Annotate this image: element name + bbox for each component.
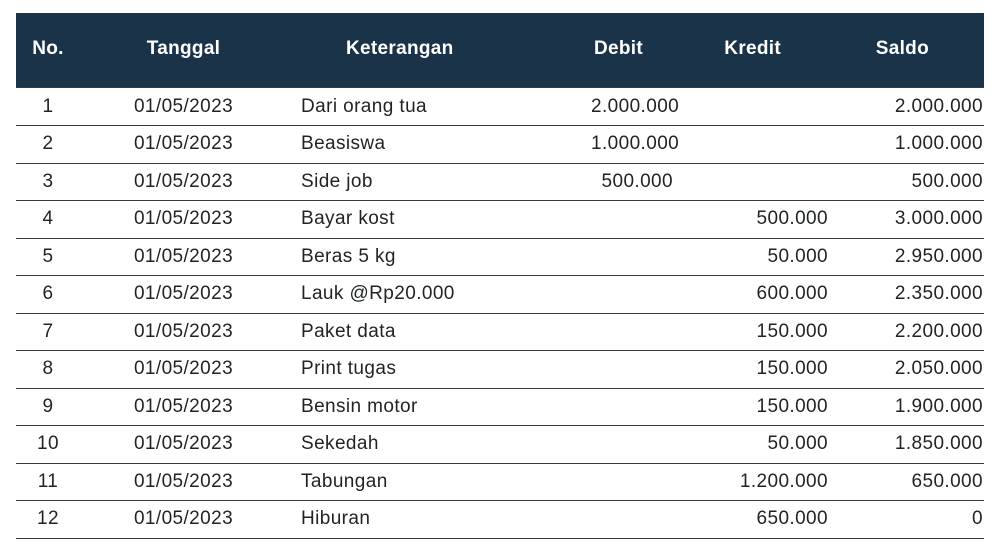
cell-saldo: 3.000.000	[894, 208, 983, 230]
table-row	[16, 501, 984, 539]
cell-saldo: 2.000.000	[894, 95, 983, 117]
cell-keterangan: Beras 5 kg	[301, 245, 396, 267]
header-no: No.	[32, 37, 64, 59]
table-header	[16, 13, 984, 87]
cell-keterangan: Beasiswa	[301, 133, 386, 155]
cell-kredit: 50.000	[767, 433, 828, 455]
cell-tanggal: 01/05/2023	[133, 320, 234, 342]
cell-keterangan: Print tugas	[301, 358, 397, 380]
cell-tanggal: 01/05/2023	[133, 470, 234, 492]
cell-debit: 2.000.000	[591, 95, 680, 117]
cell-no: 5	[42, 245, 54, 267]
cell-saldo: 2.350.000	[894, 283, 983, 305]
cell-keterangan: Tabungan	[301, 470, 388, 492]
cell-tanggal: 01/05/2023	[133, 95, 234, 117]
cell-keterangan: Paket data	[301, 320, 396, 342]
cell-no: 4	[42, 208, 54, 230]
cell-tanggal: 01/05/2023	[133, 245, 234, 267]
cell-tanggal: 01/05/2023	[133, 358, 234, 380]
cell-kredit: 1.200.000	[739, 470, 828, 492]
cell-kredit: 600.000	[756, 283, 828, 305]
cell-tanggal: 01/05/2023	[133, 208, 234, 230]
cell-no: 3	[42, 170, 54, 192]
cell-tanggal: 01/05/2023	[133, 508, 234, 530]
cell-tanggal: 01/05/2023	[133, 283, 234, 305]
table-row	[16, 164, 984, 202]
table-row	[16, 126, 984, 164]
cell-kredit: 150.000	[756, 320, 828, 342]
table-row	[16, 88, 984, 126]
cell-saldo: 2.950.000	[894, 245, 983, 267]
cell-no: 8	[42, 358, 54, 380]
ledger-table	[16, 13, 984, 539]
cell-saldo: 0	[972, 508, 983, 530]
cell-saldo: 2.050.000	[894, 358, 983, 380]
header-saldo: Saldo	[875, 37, 929, 59]
table-row	[16, 239, 984, 277]
table-body	[16, 87, 984, 539]
table-row	[16, 201, 984, 239]
cell-kredit: 50.000	[767, 245, 828, 267]
cell-no: 9	[42, 395, 54, 417]
header-debit: Debit	[594, 37, 643, 59]
cell-saldo: 1.000.000	[894, 133, 983, 155]
table-row	[16, 314, 984, 352]
cell-saldo: 500.000	[911, 170, 983, 192]
cell-tanggal: 01/05/2023	[133, 395, 234, 417]
cell-keterangan: Bensin motor	[301, 395, 418, 417]
cell-tanggal: 01/05/2023	[133, 170, 234, 192]
cell-kredit: 150.000	[756, 395, 828, 417]
table-row	[16, 351, 984, 389]
cell-keterangan: Bayar kost	[301, 208, 395, 230]
cell-keterangan: Sekedah	[301, 433, 379, 455]
cell-tanggal: 01/05/2023	[133, 133, 234, 155]
cell-no: 7	[42, 320, 54, 342]
cell-no: 1	[42, 95, 54, 117]
header-tanggal: Tanggal	[146, 37, 221, 59]
cell-saldo: 1.850.000	[894, 433, 983, 455]
cell-saldo: 650.000	[911, 470, 983, 492]
cell-saldo: 1.900.000	[894, 395, 983, 417]
header-keterangan: Keterangan	[346, 37, 454, 59]
cell-no: 6	[42, 283, 54, 305]
cell-debit: 1.000.000	[591, 133, 680, 155]
cell-kredit: 650.000	[756, 508, 828, 530]
table-row	[16, 464, 984, 502]
cell-keterangan: Lauk @Rp20.000	[301, 283, 455, 305]
cell-no: 10	[37, 433, 59, 455]
table-row	[16, 426, 984, 464]
cell-no: 12	[37, 508, 59, 530]
cell-saldo: 2.200.000	[894, 320, 983, 342]
table-row	[16, 276, 984, 314]
cell-no: 2	[42, 133, 54, 155]
cell-kredit: 150.000	[756, 358, 828, 380]
cell-tanggal: 01/05/2023	[133, 433, 234, 455]
cell-kredit: 500.000	[756, 208, 828, 230]
table-row	[16, 389, 984, 427]
cell-no: 11	[37, 470, 59, 492]
header-kredit: Kredit	[724, 37, 781, 59]
cell-keterangan: Hiburan	[301, 508, 371, 530]
cell-keterangan: Side job	[301, 170, 373, 192]
cell-keterangan: Dari orang tua	[301, 95, 428, 117]
cell-debit: 500.000	[601, 170, 673, 192]
